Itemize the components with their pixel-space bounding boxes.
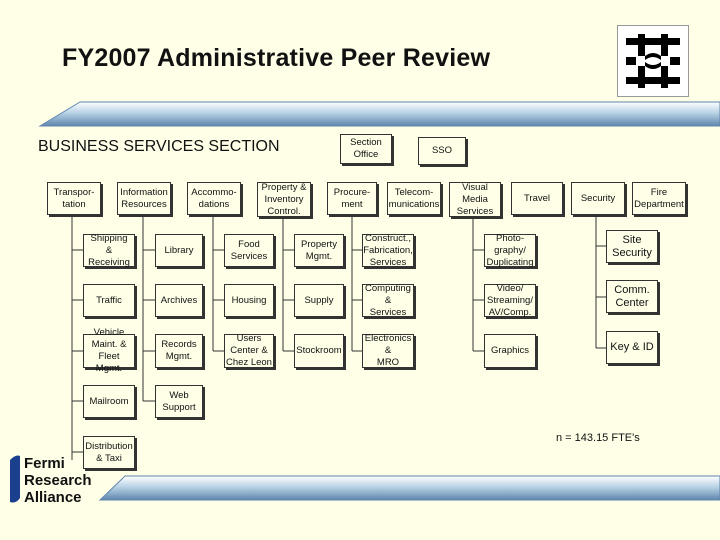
page-title: FY2007 Administrative Peer Review [62,44,491,72]
box-users-center: Users Center & Chez Leon [224,334,274,368]
logo-fermi: Fermi [24,455,65,472]
box-sso: SSO [418,137,466,165]
box-computing-services: Computing & Services [362,284,414,317]
box-stockroom: Stockroom [294,334,344,368]
box-transportation: Transpor- tation [47,182,101,215]
box-archives: Archives [155,284,203,317]
box-web-support: Web Support [155,385,203,418]
box-photography: Photo- graphy/ Duplicating [484,234,536,267]
box-section-office: Section Office [340,134,392,164]
box-visual-media: Visual Media Services [449,182,501,217]
box-travel: Travel [511,182,563,215]
box-housing: Housing [224,284,274,317]
box-security: Security [571,182,625,215]
box-property-mgmt: Property Mgmt. [294,234,344,267]
fermi-research-alliance-logo [8,452,108,506]
box-accommodations: Accommo- dations [187,182,241,215]
box-distribution-taxi: Distribution & Taxi [83,436,135,469]
logo-research: Research [24,472,92,489]
box-site-security: Site Security [606,230,658,263]
box-traffic: Traffic [83,284,135,317]
box-library: Library [155,234,203,267]
box-food-services: Food Services [224,234,274,267]
section-title: BUSINESS SERVICES SECTION [38,138,280,155]
box-key-id: Key & ID [606,331,658,364]
box-property-inventory: Property & Inventory Control. [257,182,311,217]
logo-alliance: Alliance [24,489,82,506]
box-construct-fabrication: Construct., Fabrication, Services [363,232,413,268]
box-electronics-mro: Electronics & MRO [362,334,414,368]
fte-note: n = 143.15 FTE's [556,432,640,444]
box-telecommunications: Telecom- munications [387,182,441,215]
box-information-resources: Information Resources [117,182,171,215]
box-comm-center: Comm. Center [606,280,658,313]
box-procurement: Procure- ment [327,182,377,215]
box-records-mgmt: Records Mgmt. [155,334,203,368]
box-supply: Supply [294,284,344,317]
box-vehicle-maint: Vehicle Maint. & Fleet Mgmt. [83,334,135,368]
box-graphics: Graphics [484,334,536,368]
box-mailroom: Mailroom [83,385,135,418]
box-fire-department: Fire Department [632,182,686,215]
box-shipping-receiving: Shipping & Receiving [83,234,135,267]
box-video-streaming: Video/ Streaming/ AV/Comp. [484,284,536,317]
